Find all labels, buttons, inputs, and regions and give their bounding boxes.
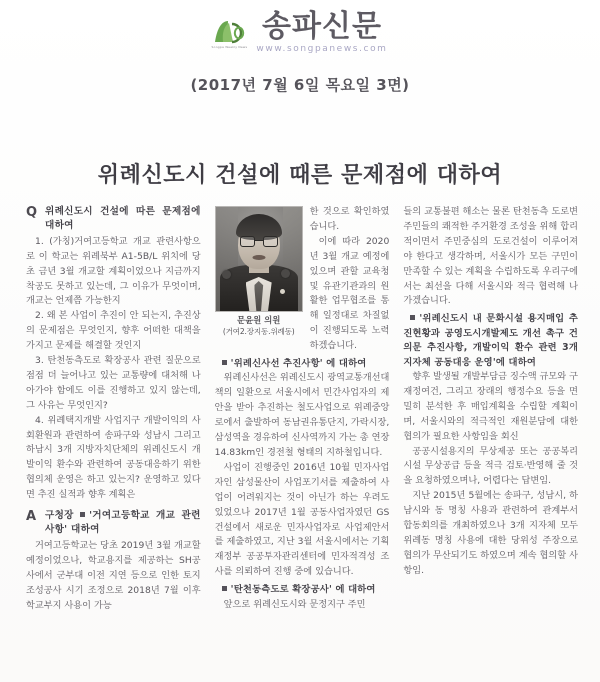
column3-para-1: 들의 교통불편 해소는 물론 탄천동측 도로변 주민들의 쾌적한 주거환경 조성을 위해 합리적이면서 주민중심의 도로건설이 이루어져야 한다고 생각하며, 서울시가 모든 구민이 만족할 수 있는 계획을 수립하도록 우리구에서는 최선을 다해 서울시와 적극 협력해 나가겠습니다. [403,206,579,307]
column3-para-3: 공공시설용지의 무상제공 또는 공공복리시설 무상공급 등을 적극 검토·반영해 줄 것을 요청하였으며나, 어렵다는 답변임. [403,445,579,487]
column2-subhead-2 [215,583,390,597]
column2-subhead-1-text: '위례신사선 추진사항' 에 대하여 [230,358,367,370]
square-bullet-icon [410,315,415,320]
member-photo-figure [215,206,303,337]
logo-subtext: Songpa Weekly News [211,45,248,49]
column-2 [215,205,390,674]
column2-continuation: 한 것으로 확인하였습니다. [309,206,390,232]
column-3 [403,205,578,674]
photo-caption [215,314,303,337]
column2-subhead-2-text: '탄천동측도로 확장공사' 에 대하여 [230,584,376,596]
answer-body: 거여고등학교는 당초 2019년 3월 개교할 예정이었으나, 학교용지를 제공하는 SH공사에서 군부대 이전 지연 등으로 인한 토지 조성공사 시기 조정으로 2018년 7월 이후 학교부지 사용이 가능 [26,539,201,611]
column2-para-2: 이에 따라 2020년 3월 개교 예정에 있으며 관할 교육청 및 유관기관과의 원활한 업무협조를 통해 일정대로 차질없이 진행되도록 노력하겠습니다. [309,235,390,352]
answer-title [45,509,201,538]
column2-para-4: 사업이 진행중인 2016년 10월 민자사업자인 삼성물산이 사업포기서를 제출하여 사업이 어려워지는 것이 아닌가 하는 우려도 있었으나 2017년 1월 공동사업자였던 GS건설에서 새로운 민자사업자로 사업제안서를 제출하였고, 지난 3월 서울시에서는 기획재정부 공공투자관리센터에 민자적격성 조사를 의뢰하여 진행 중에 있습니다. [214,461,390,578]
question-block [26,205,201,503]
column3-para-4: 지난 2015년 5월에는 송파구, 성남시, 하남시와 동 명칭 사용과 관련하여 관계부서 합동회의를 개최하였으나 3개 지자체 모두 위례동 명칭 사용에 대한 당위성 주장으로 협의가 무산되기도 하였으며 계속 협의할 사항임. [403,490,579,576]
masthead-title: 송파신문 [262,9,382,44]
answer-block [26,509,201,613]
article-columns [26,205,578,674]
column3-para-2: 향후 발생될 개발부담금 징수액 규모와 구 재정여건, 그리고 장래의 행정수요 등을 면밀히 분석한 후 매입계획을 수립할 계획이며, 서울시와의 적극적인 재원분담에 대한 협의가 필요한 사항임을 회신 [403,370,579,442]
column3-subhead-1-text: '위례신도시 내 문화시설 용지매입 추진현황과 공영도시개발제도 개선 촉구 건의문 추진사항, 개발이익 환수 관련 3개 지자체 공동대응 운영'에 대하여 [403,313,579,368]
question-item: 2. 왜 본 사업이 추진이 안 되는지, 추진상의 문제점은 무엇인지, 향후 어떠한 대책을 가지고 문제를 해결할 것인지 [26,310,201,352]
question-item: 4. 위례택지개발 사업지구 개발이익의 사회환원과 관련하여 송파구와 성남시 그리고 하남시 3개 지방자치단체의 위례신도시 개발이익 환수와 관련하여 공동대응하기 위한 협의체 운영은 하고 있는지? 운영하고 있다면 추진 실적과 향후 계획은 [26,414,201,501]
member-photo [215,206,303,312]
question-item: 3. 탄천동측도로 확장공사 관련 질문으로 점점 더 늘어나고 있는 교통량에 대처해 나아가야 함에도 이를 진행하고 있지 않는데, 그 사유는 무엇인지? [26,355,201,411]
square-bullet-icon [80,512,85,517]
column2-subhead-1 [215,357,390,371]
photo-caption-name: 문윤원 의원 [236,315,281,325]
dateline: (2017년 7월 6일 목요일 3면) [190,76,410,94]
column2-para-5: 앞으로 위례신도시와 문정지구 주민 [223,598,366,610]
square-bullet-icon [222,360,227,365]
answer-marker: A [26,509,37,525]
column-1 [26,205,201,674]
photo-caption-district: (거여2.장지동.위례동) [222,327,295,337]
masthead [0,9,600,54]
article-headline: 위례신도시 건설에 때른 문제점에 대하여 [97,163,503,188]
column2-para-3: 위례신사선은 위례신도시 광역교통개선대책의 일환으로 서울시에서 민간사업자의 제안을 받아 추진하는 철도사업으로 위례중앙로에서 출발하여 동남권유통단지, 가락시장, 삼성역을 경유하여 신사역까지 가는 총 연장 14.83km인 경전철 형태의 지하철입니다. [214,372,390,458]
question-marker: Q [26,205,38,220]
answer-title-text: '거여고등학교 개교 관련사항' 대하여 [45,510,201,536]
question-item: 1. (가칭)거여고등학교 개교 관련사항으로 이 학교는 위례북부 A1-5B/L 위치에 당초 금년 3월 개교할 계획이었으나 지금까지 착공도 못하고 있는데, 그 이유가 무엇이며, 개교는 언제쯤 가능한지 [26,235,201,307]
column3-subhead-1 [403,312,578,370]
square-bullet-icon [222,586,227,591]
masthead-url: www.songpanews.com [256,44,388,54]
answer-title-prefix: 구청장 [45,510,74,522]
question-title: 위례신도시 건설에 따른 문제점에 대하여 [45,206,201,232]
mountain-arch-logo-icon [212,18,246,48]
